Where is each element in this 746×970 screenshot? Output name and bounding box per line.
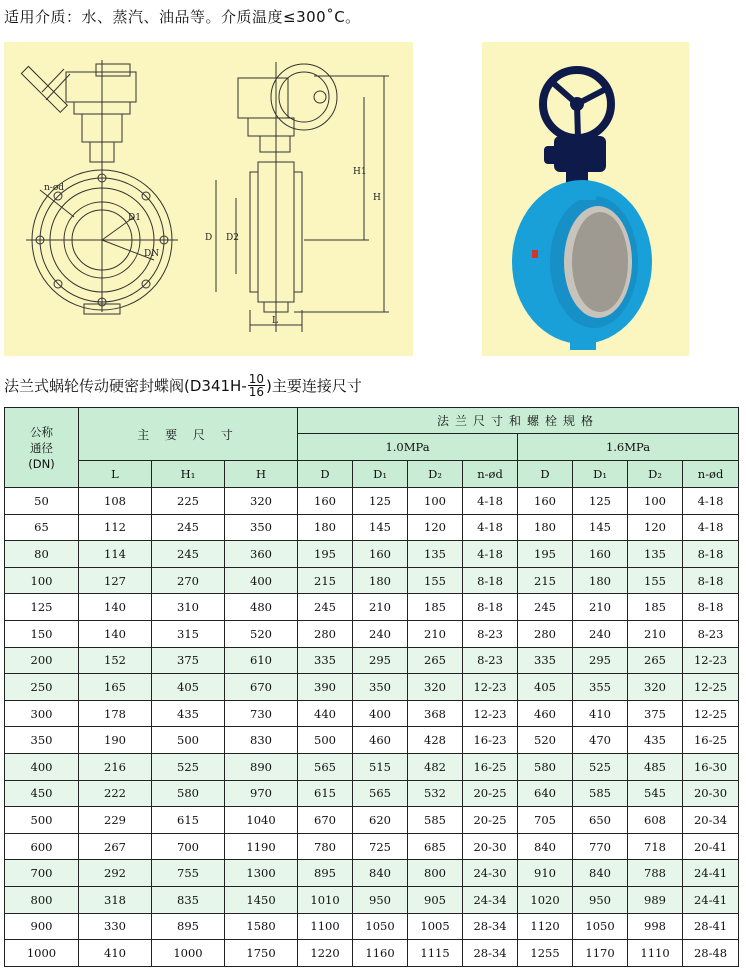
dn-cell: 100: [5, 567, 79, 594]
table-cell: 127: [79, 567, 152, 594]
table-cell: 320: [628, 674, 683, 701]
table-cell: 210: [573, 594, 628, 621]
table-cell: 400: [353, 700, 408, 727]
table-cell: 20-25: [463, 807, 518, 834]
table-cell: 500: [298, 727, 353, 754]
label-d: D: [205, 233, 213, 243]
table-cell: 480: [225, 594, 298, 621]
column-header: D₂: [408, 461, 463, 488]
column-header: n-ød: [683, 461, 739, 488]
table-row: [5, 567, 739, 594]
dn-cell: 125: [5, 594, 79, 621]
table-cell: 245: [152, 541, 225, 568]
table-cell: 565: [353, 780, 408, 807]
table-cell: 4-18: [683, 514, 739, 541]
table-cell: 160: [518, 488, 573, 515]
table-cell: 12-23: [683, 647, 739, 674]
table-cell: 355: [573, 674, 628, 701]
table-cell: 4-18: [463, 541, 518, 568]
table-row: [5, 833, 739, 860]
table-cell: 292: [79, 860, 152, 887]
table-cell: 755: [152, 860, 225, 887]
table-cell: 1040: [225, 807, 298, 834]
table-cell: 1750: [225, 940, 298, 967]
table-cell: 4-18: [463, 514, 518, 541]
valve-photo: [482, 42, 689, 356]
column-header-row: [5, 461, 739, 488]
column-header: D₁: [353, 461, 408, 488]
table-cell: 295: [573, 647, 628, 674]
table-cell: 12-23: [463, 700, 518, 727]
table-cell: 615: [298, 780, 353, 807]
table-title-prefix: 法兰式蜗轮传动硬密封蝶阀(D341H-: [4, 376, 247, 395]
table-row: [5, 488, 739, 515]
dn-cell: 400: [5, 753, 79, 780]
table-cell: 140: [79, 594, 152, 621]
table-cell: 895: [298, 860, 353, 887]
fraction-denominator: 16: [248, 384, 265, 399]
column-header: L: [79, 461, 152, 488]
table-cell: 318: [79, 886, 152, 913]
table-cell: 114: [79, 541, 152, 568]
table-cell: 8-23: [463, 620, 518, 647]
table-cell: 580: [518, 753, 573, 780]
table-cell: 135: [408, 541, 463, 568]
table-cell: 240: [353, 620, 408, 647]
table-cell: 525: [152, 753, 225, 780]
table-cell: 585: [408, 807, 463, 834]
table-cell: 840: [518, 833, 573, 860]
table-row: [5, 940, 739, 967]
table-row: [5, 780, 739, 807]
table-cell: 335: [298, 647, 353, 674]
table-cell: 500: [152, 727, 225, 754]
table-cell: 190: [79, 727, 152, 754]
table-cell: 112: [79, 514, 152, 541]
table-cell: 180: [353, 567, 408, 594]
table-cell: 229: [79, 807, 152, 834]
table-cell: 410: [79, 940, 152, 967]
table-cell: 532: [408, 780, 463, 807]
table-cell: 135: [628, 541, 683, 568]
table-cell: 330: [79, 913, 152, 940]
label-l: L: [272, 316, 278, 326]
table-title-suffix: )主要连接尺寸: [266, 376, 362, 395]
table-cell: 460: [353, 727, 408, 754]
dn-cell: 200: [5, 647, 79, 674]
header-text: 适用介质：水、蒸汽、油品等。介质温度≤300˚C。: [4, 8, 361, 26]
dn-cell: 500: [5, 807, 79, 834]
table-cell: 16-25: [463, 753, 518, 780]
table-cell: 210: [628, 620, 683, 647]
table-cell: 1005: [408, 913, 463, 940]
table-cell: 178: [79, 700, 152, 727]
table-cell: 20-34: [683, 807, 739, 834]
table-cell: 8-18: [683, 567, 739, 594]
table-row: [5, 807, 739, 834]
table-cell: 267: [79, 833, 152, 860]
table-cell: 390: [298, 674, 353, 701]
table-cell: 1050: [573, 913, 628, 940]
dn-cell: 1000: [5, 940, 79, 967]
dn-cell: 300: [5, 700, 79, 727]
table-row: [5, 727, 739, 754]
table-cell: 840: [353, 860, 408, 887]
table-cell: 265: [628, 647, 683, 674]
table-cell: 152: [79, 647, 152, 674]
table-cell: 608: [628, 807, 683, 834]
table-cell: 350: [353, 674, 408, 701]
table-cell: 4-18: [463, 488, 518, 515]
table-cell: 905: [408, 886, 463, 913]
table-row: [5, 647, 739, 674]
table-title: [4, 370, 362, 400]
table-cell: 685: [408, 833, 463, 860]
column-header: D: [298, 461, 353, 488]
column-header: D₂: [628, 461, 683, 488]
dn-cell: 700: [5, 860, 79, 887]
table-cell: 24-41: [683, 886, 739, 913]
table-row: [5, 514, 739, 541]
table-cell: 730: [225, 700, 298, 727]
table-cell: 520: [518, 727, 573, 754]
table-cell: 375: [628, 700, 683, 727]
table-cell: 1255: [518, 940, 573, 967]
table-cell: 280: [298, 620, 353, 647]
table-cell: 1010: [298, 886, 353, 913]
table-cell: 1050: [353, 913, 408, 940]
table-cell: 470: [573, 727, 628, 754]
table-cell: 20-41: [683, 833, 739, 860]
table-cell: 435: [152, 700, 225, 727]
table-cell: 245: [298, 594, 353, 621]
table-cell: 195: [298, 541, 353, 568]
table-cell: 185: [628, 594, 683, 621]
table-cell: 12-23: [463, 674, 518, 701]
table-cell: 520: [225, 620, 298, 647]
table-cell: 375: [152, 647, 225, 674]
table-cell: 125: [353, 488, 408, 515]
table-cell: 460: [518, 700, 573, 727]
table-cell: 585: [573, 780, 628, 807]
table-row: [5, 753, 739, 780]
dn-cell: 600: [5, 833, 79, 860]
table-cell: 320: [408, 674, 463, 701]
table-cell: 265: [408, 647, 463, 674]
table-cell: 989: [628, 886, 683, 913]
table-cell: 28-48: [683, 940, 739, 967]
flange-header: 法兰尺寸和螺栓规格: [298, 408, 739, 434]
label-nd: n-ød: [44, 183, 65, 193]
table-cell: 1170: [573, 940, 628, 967]
table-cell: 100: [408, 488, 463, 515]
label-dn: DN: [144, 249, 160, 259]
table-cell: 788: [628, 860, 683, 887]
table-cell: 28-34: [463, 913, 518, 940]
table-cell: 580: [152, 780, 225, 807]
table-cell: 1220: [298, 940, 353, 967]
table-cell: 24-34: [463, 886, 518, 913]
table-cell: 950: [353, 886, 408, 913]
dn-cell: 50: [5, 488, 79, 515]
table-cell: 350: [225, 514, 298, 541]
table-cell: 295: [353, 647, 408, 674]
table-cell: 1450: [225, 886, 298, 913]
label-d1: D1: [128, 213, 141, 223]
table-cell: 640: [518, 780, 573, 807]
table-cell: 8-18: [683, 541, 739, 568]
table-cell: 140: [79, 620, 152, 647]
table-row: [5, 860, 739, 887]
table-cell: 650: [573, 807, 628, 834]
table-row: [5, 541, 739, 568]
table-cell: 770: [573, 833, 628, 860]
table-row: [5, 674, 739, 701]
table-row: [5, 700, 739, 727]
fraction-numerator: 10: [248, 371, 265, 386]
table-cell: 120: [408, 514, 463, 541]
table-cell: 28-41: [683, 913, 739, 940]
main-dims-header: 主 要 尺 寸: [79, 408, 298, 461]
table-cell: 565: [298, 753, 353, 780]
table-cell: 100: [628, 488, 683, 515]
technical-drawing: [4, 42, 413, 356]
table-cell: 4-18: [683, 488, 739, 515]
table-cell: 225: [152, 488, 225, 515]
table-cell: 270: [152, 567, 225, 594]
table-cell: 840: [573, 860, 628, 887]
table-cell: 20-30: [463, 833, 518, 860]
table-cell: 155: [628, 567, 683, 594]
table-cell: 705: [518, 807, 573, 834]
table-cell: 1000: [152, 940, 225, 967]
table-cell: 615: [152, 807, 225, 834]
table-cell: 1300: [225, 860, 298, 887]
table-cell: 8-23: [463, 647, 518, 674]
table-cell: 800: [408, 860, 463, 887]
table-cell: 210: [353, 594, 408, 621]
table-row: [5, 594, 739, 621]
table-cell: 16-30: [683, 753, 739, 780]
table-cell: 315: [152, 620, 225, 647]
table-cell: 28-34: [463, 940, 518, 967]
table-cell: 1580: [225, 913, 298, 940]
table-cell: 435: [628, 727, 683, 754]
table-cell: 620: [353, 807, 408, 834]
table-row: [5, 913, 739, 940]
table-cell: 910: [518, 860, 573, 887]
dn-cell: 65: [5, 514, 79, 541]
table-cell: 670: [298, 807, 353, 834]
pressure-fraction: [248, 373, 265, 398]
table-cell: 780: [298, 833, 353, 860]
table-row: [5, 886, 739, 913]
pressure-2-header: 1.6MPa: [518, 434, 739, 461]
column-header: D: [518, 461, 573, 488]
dn-cell: 80: [5, 541, 79, 568]
table-cell: 185: [408, 594, 463, 621]
table-cell: 215: [518, 567, 573, 594]
table-cell: 515: [353, 753, 408, 780]
dn-header: 公称 通径 (DN): [5, 408, 79, 488]
table-cell: 950: [573, 886, 628, 913]
table-cell: 280: [518, 620, 573, 647]
table-cell: 160: [298, 488, 353, 515]
table-cell: 180: [298, 514, 353, 541]
column-header: H: [225, 461, 298, 488]
table-cell: 24-41: [683, 860, 739, 887]
dn-cell: 900: [5, 913, 79, 940]
table-cell: 245: [518, 594, 573, 621]
table-cell: 1115: [408, 940, 463, 967]
dn-cell: 800: [5, 886, 79, 913]
table-cell: 120: [628, 514, 683, 541]
table-cell: 525: [573, 753, 628, 780]
table-cell: 310: [152, 594, 225, 621]
table-cell: 405: [152, 674, 225, 701]
label-h1: H1: [353, 167, 367, 177]
table-cell: 320: [225, 488, 298, 515]
dn-cell: 250: [5, 674, 79, 701]
table-cell: 670: [225, 674, 298, 701]
table-cell: 210: [408, 620, 463, 647]
table-cell: 16-23: [463, 727, 518, 754]
table-cell: 125: [573, 488, 628, 515]
column-header: D₁: [573, 461, 628, 488]
table-cell: 725: [353, 833, 408, 860]
table-cell: 610: [225, 647, 298, 674]
table-cell: 160: [573, 541, 628, 568]
table-cell: 20-30: [683, 780, 739, 807]
table-cell: 222: [79, 780, 152, 807]
table-cell: 890: [225, 753, 298, 780]
table-cell: 180: [573, 567, 628, 594]
table-cell: 1120: [518, 913, 573, 940]
table-cell: 998: [628, 913, 683, 940]
label-d2: D2: [226, 233, 239, 243]
table-cell: 970: [225, 780, 298, 807]
table-cell: 12-25: [683, 674, 739, 701]
table-cell: 8-23: [683, 620, 739, 647]
table-cell: 12-25: [683, 700, 739, 727]
table-cell: 718: [628, 833, 683, 860]
table-cell: 428: [408, 727, 463, 754]
table-cell: 335: [518, 647, 573, 674]
table-cell: 835: [152, 886, 225, 913]
table-cell: 1160: [353, 940, 408, 967]
dn-cell: 350: [5, 727, 79, 754]
table-cell: 155: [408, 567, 463, 594]
table-cell: 1020: [518, 886, 573, 913]
table-cell: 165: [79, 674, 152, 701]
table-cell: 16-25: [683, 727, 739, 754]
table-cell: 215: [298, 567, 353, 594]
table-cell: 24-30: [463, 860, 518, 887]
label-h: H: [373, 193, 381, 203]
table-cell: 1190: [225, 833, 298, 860]
table-cell: 410: [573, 700, 628, 727]
table-cell: 160: [353, 541, 408, 568]
table-cell: 108: [79, 488, 152, 515]
table-cell: 895: [152, 913, 225, 940]
table-cell: 145: [353, 514, 408, 541]
table-cell: 240: [573, 620, 628, 647]
table-cell: 216: [79, 753, 152, 780]
dn-cell: 450: [5, 780, 79, 807]
table-cell: 482: [408, 753, 463, 780]
table-cell: 245: [152, 514, 225, 541]
column-header: n-ød: [463, 461, 518, 488]
table-cell: 405: [518, 674, 573, 701]
dimension-table: [4, 407, 739, 967]
table-cell: 440: [298, 700, 353, 727]
table-cell: 830: [225, 727, 298, 754]
table-cell: 8-18: [463, 567, 518, 594]
table-cell: 700: [152, 833, 225, 860]
table-cell: 485: [628, 753, 683, 780]
table-cell: 195: [518, 541, 573, 568]
table-cell: 368: [408, 700, 463, 727]
pressure-1-header: 1.0MPa: [298, 434, 518, 461]
column-header: H₁: [152, 461, 225, 488]
table-cell: 545: [628, 780, 683, 807]
dn-cell: 150: [5, 620, 79, 647]
table-cell: 8-18: [463, 594, 518, 621]
table-cell: 20-25: [463, 780, 518, 807]
table-cell: 360: [225, 541, 298, 568]
table-cell: 180: [518, 514, 573, 541]
table-cell: 1100: [298, 913, 353, 940]
table-cell: 1110: [628, 940, 683, 967]
table-cell: 400: [225, 567, 298, 594]
table-cell: 8-18: [683, 594, 739, 621]
table-body: [5, 488, 739, 967]
table-row: [5, 620, 739, 647]
table-cell: 145: [573, 514, 628, 541]
